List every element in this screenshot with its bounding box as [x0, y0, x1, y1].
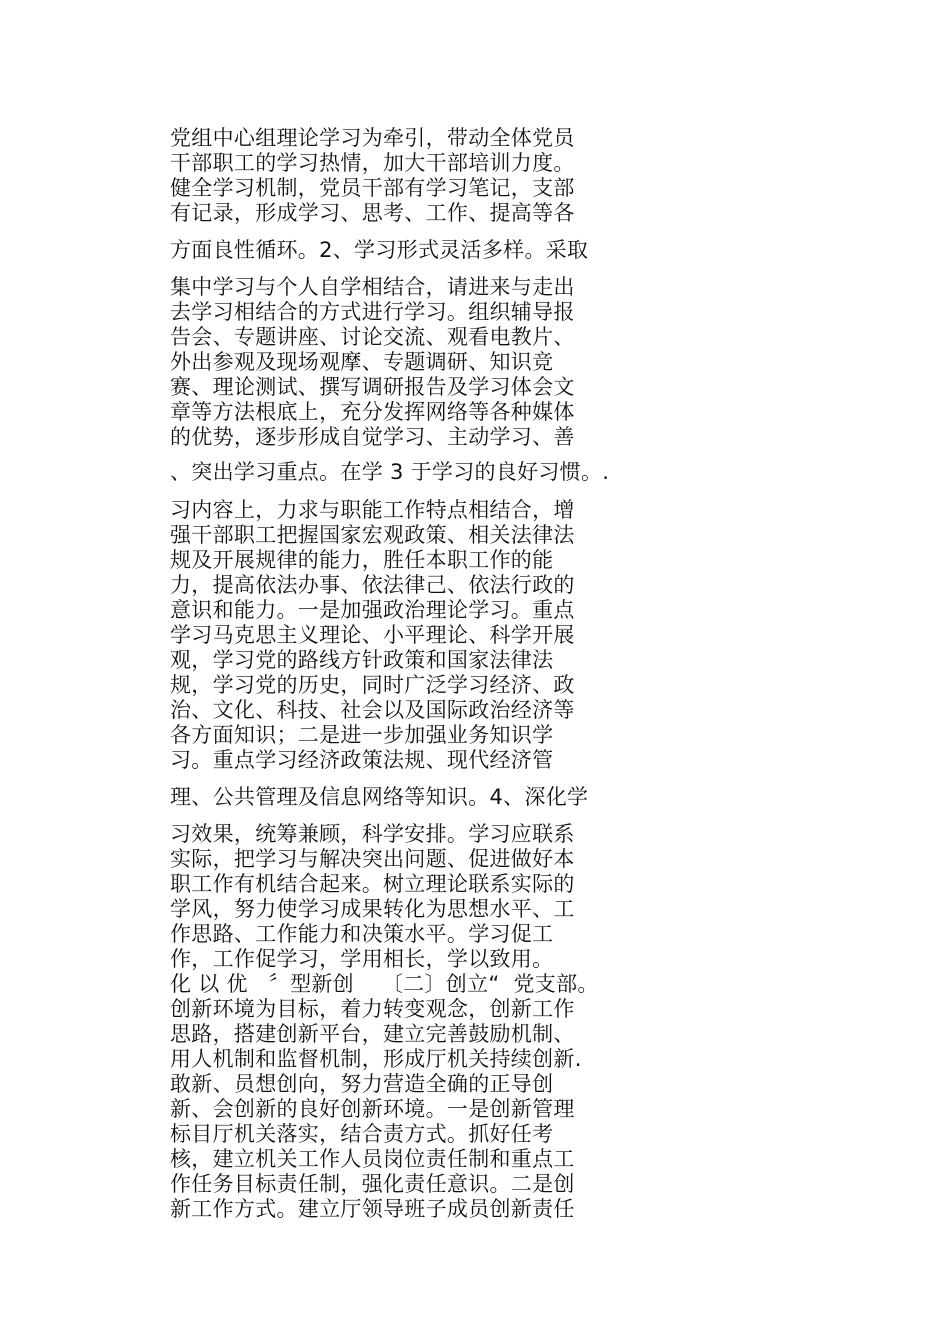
text-line: 、突出学习重点。在学 3 于学习的良好习惯。.: [170, 460, 610, 484]
text-line: 有记录，形成学习、思考、工作、提高等各: [170, 201, 575, 225]
text-line: 学习马克思主义理论、小平理论、科学开展: [170, 623, 575, 647]
text-line: 思路，搭建创新平台，建立完善鼓励机制、: [170, 1022, 575, 1046]
text-line: 的优势，逐步形成自觉学习、主动学习、善: [170, 425, 575, 449]
text-line: 意识和能力。一是加强政治理论学习。重点: [170, 598, 575, 622]
text-line: 核，建立机关工作人员岗位责任制和重点工: [170, 1147, 575, 1171]
text-line: 观，学习党的路线方针政策和国家法律法: [170, 648, 554, 672]
text-line: 学风，努力使学习成果转化为思想水平、工: [170, 897, 575, 921]
text-line: 用人机制和监督机制，形成厅机关持续创新.: [170, 1047, 582, 1071]
text-line: 告会、专题讲座、讨论交流、观看电教片、: [170, 325, 575, 349]
text-line: 习效果，统筹兼顾，科学安排。学习应联系: [170, 822, 575, 846]
text-line: 实际，把学习与解决突出问题、促进做好本: [170, 847, 575, 871]
text-line: 方面良性循环。2、学习形式灵活多样。采取: [170, 238, 589, 262]
text-line: 习内容上，力求与职能工作特点相结合，增: [170, 498, 575, 522]
text-line: 习。重点学习经济政策法规、现代经济管: [170, 748, 554, 772]
text-line: 力，提高依法办事、依法律己、依法行政的: [170, 573, 575, 597]
text-line: 作，工作促学习，学用相长，学以致用。: [170, 947, 554, 971]
text-line: 作思路、工作能力和决策水平。学习促工: [170, 922, 554, 946]
text-line: 赛、理论测试、撰写调研报告及学习体会文: [170, 375, 575, 399]
text-line: 标目厅机关落实，结合责方式。抓好任考: [170, 1122, 554, 1146]
text-line: 敢新、员想创向，努力营造全确的正导创: [170, 1072, 554, 1096]
text-line: 创新环境为目标，着力转变观念，创新工作: [170, 997, 575, 1021]
text-line: 新、会创新的良好创新环境。一是创新管理: [170, 1097, 575, 1121]
text-line: 外出参观及现场观摩、专题调研、知识竞: [170, 350, 554, 374]
text-line: 化 以 优 〞型新创 〔二〕创立“ 党支部。: [170, 972, 599, 996]
text-line: 规及开展规律的能力，胜任本职工作的能: [170, 548, 554, 572]
text-line: 理、公共管理及信息网络等知识。4、深化学: [170, 785, 589, 809]
text-line: 规，学习党的历史，同时广泛学习经济、政: [170, 673, 575, 697]
text-line: 职工作有机结合起来。树立理论联系实际的: [170, 872, 575, 896]
text-line: 干部职工的学习热情，加大干部培训力度。: [170, 151, 575, 175]
text-line: 章等方法根底上，充分发挥网络等各种媒体: [170, 400, 575, 424]
text-line: 治、文化、科技、社会以及国际政治经济等: [170, 698, 575, 722]
text-line: 作任务目标责任制，强化责任意识。二是创: [170, 1172, 575, 1196]
text-line: 强干部职工把握国家宏观政策、相关法律法: [170, 523, 575, 547]
text-line: 党组中心组理论学习为牵引，带动全体党员: [170, 126, 575, 150]
text-line: 集中学习与个人自学相结合，请进来与走出: [170, 275, 575, 299]
text-line: 新工作方式。建立厅领导班子成员创新责任: [170, 1197, 575, 1221]
text-line: 去学习相结合的方式进行学习。组织辅导报: [170, 300, 575, 324]
text-line: 健全学习机制，党员干部有学习笔记，支部: [170, 176, 575, 200]
text-line: 各方面知识；二是进一步加强业务知识学: [170, 723, 554, 747]
